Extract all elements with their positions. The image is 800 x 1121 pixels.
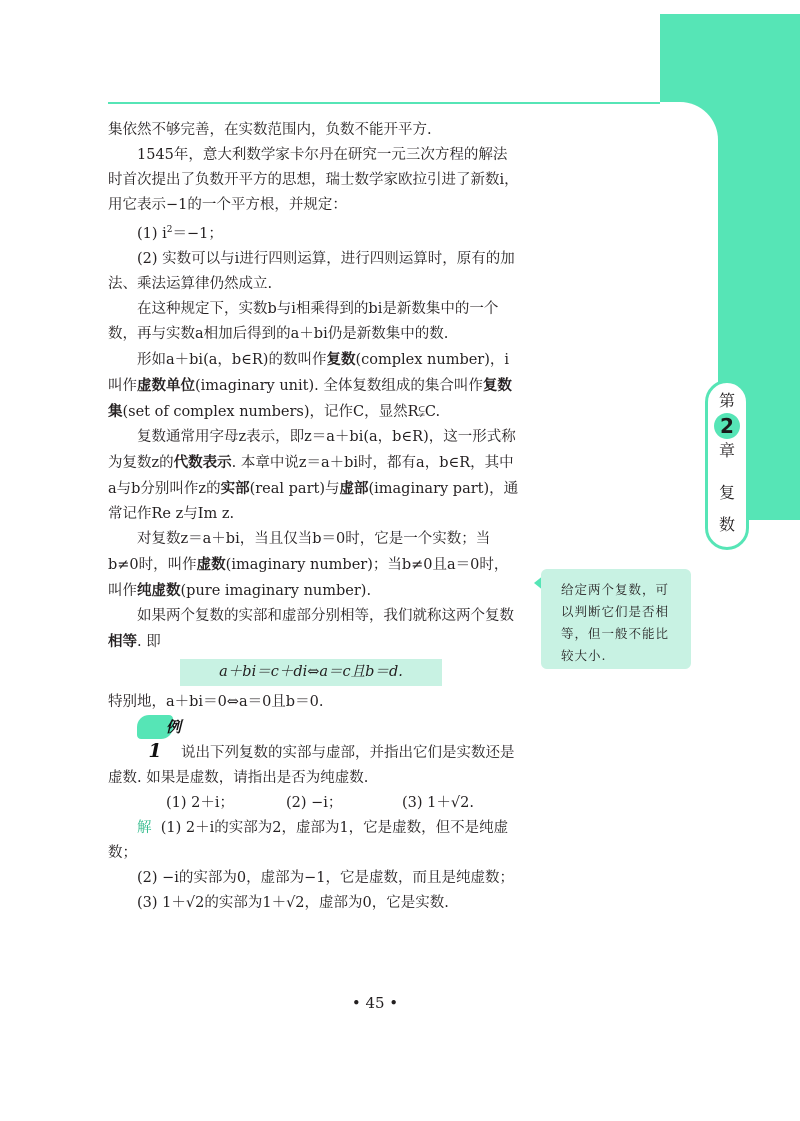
imag-text-b: (imaginary number)；当b≠0且a＝0时，叫作 <box>108 556 509 599</box>
solution-2: (2) −i的实部为0，虚部为−1，它是虚数，而且是纯虚数； <box>137 869 515 886</box>
example-question <box>108 715 520 791</box>
imag-text-a: 对复数z＝a＋bi，当且仅当b＝0时，它是一个实数；当b≠0时，叫作 <box>108 530 491 573</box>
term-algebraic-form: 代数表示 <box>173 453 232 471</box>
definition-equal <box>108 604 520 655</box>
chapter-tab[interactable] <box>705 380 749 550</box>
chapter-number: 2 <box>714 413 740 439</box>
alg-text-a: 复数通常用字母z表示，即z＝a＋bi(a，b∈R)，这一形式称为复数z的 <box>108 428 516 471</box>
rule-2: (2) 实数可以与i进行四则运算，进行四则运算时，原有的加法、乘法运算律仍然成立. <box>108 250 515 292</box>
equation-box: a＋bi＝c＋di⇔a＝c且b＝d. <box>180 659 442 686</box>
term-equal: 相等 <box>108 632 137 650</box>
paragraph-special: 特别地，a＋bi＝0⇔a＝0且b＝0. <box>108 693 324 710</box>
imag-text-c: (pure imaginary number). <box>180 582 372 599</box>
paragraph-5: 在这种规定下，实数b与i相乘得到的bi是新数集中的一个数，再与实数a相加后得到的a＋bi仍是新数集中的数. <box>108 300 499 342</box>
solution-1-text: (1) 2＋i的实部为2，虚部为1，它是虚数，但不是纯虚数； <box>108 819 509 861</box>
def-text-a: 形如a＋bi(a，b∈R)的数叫作 <box>137 351 327 368</box>
rule-1-rest: ＝−1； <box>172 225 223 242</box>
def-text-b: (complex number)，i叫作 <box>108 351 510 394</box>
alg-text-c: (real part)与 <box>249 480 340 497</box>
def-text-c: (imaginary unit). 全体复数组成的集合叫作 <box>195 377 483 394</box>
alg-text-b: . 本章中说z＝a＋bi时，都有a，b∈R，其中a与b分别叫作z的 <box>108 454 514 497</box>
term-imaginary-number: 虚数 <box>196 555 226 573</box>
term-imaginary-unit: 虚数单位 <box>137 376 195 394</box>
chapter-title-2: 数 <box>718 515 735 534</box>
term-imaginary-part: 虚部 <box>339 479 369 497</box>
definition-algebraic <box>108 425 520 527</box>
paragraph-1: 集依然不够完善，在实数范围内，负数不能开平方. <box>108 122 432 138</box>
page-number: • 45 • <box>351 994 399 1012</box>
paragraph-2: 1545年，意大利数学家卡尔丹在研究一元三次方程的解法时首次提出了负数开平方的思想，瑞士数学家欧拉引进了新数i，用它表示−1的一个平方根，并规定： <box>108 147 519 213</box>
option-1: (1) 2＋i； <box>166 794 235 811</box>
rule-1 <box>108 218 520 247</box>
badge-char: 例 <box>166 717 182 736</box>
rule-1-sup: 2 <box>166 225 173 235</box>
term-real-part: 实部 <box>220 479 250 497</box>
solution-label: 解 <box>137 819 152 836</box>
option-3: (3) 1＋√2. <box>402 794 474 811</box>
option-2: (2) −i； <box>286 794 343 811</box>
badge-number: 1 <box>148 739 162 762</box>
main-text <box>108 118 520 916</box>
example-options <box>108 791 520 816</box>
header-rule <box>108 102 700 104</box>
alg-text-d: (imaginary part)，通常记作Re z与Im z. <box>108 480 519 522</box>
term-complex-number: 复数 <box>326 350 356 368</box>
example-badge <box>137 715 182 762</box>
term-complex-set: 复数集 <box>108 376 512 420</box>
solution-3: (3) 1＋√2的实部为1＋√2，虚部为0，它是实数. <box>137 894 449 911</box>
eq-text-a: 如果两个复数的实部和虚部分别相等，我们就称这两个复数 <box>137 607 514 624</box>
def-text-d: (set of complex numbers)，记作C，显然R⫋C. <box>122 403 441 420</box>
chapter-title-1: 复 <box>718 483 735 502</box>
question-text: 说出下列复数的实部与虚部，并指出它们是实数还是虚数. 如果是虚数，请指出是否为纯虚数. <box>108 744 515 786</box>
term-pure-imaginary: 纯虚数 <box>137 581 181 599</box>
chapter-suffix: 章 <box>718 441 735 460</box>
rule-1-text: (1) i <box>137 225 167 242</box>
side-note: 给定两个复数，可以判断它们是否相等，但一般不能比较大小. <box>541 569 691 669</box>
definition-imaginary <box>108 527 520 604</box>
eq-text-b: . 即 <box>137 633 161 650</box>
solution-1 <box>108 816 520 866</box>
definition-complex <box>108 347 520 425</box>
chapter-prefix: 第 <box>718 391 735 410</box>
